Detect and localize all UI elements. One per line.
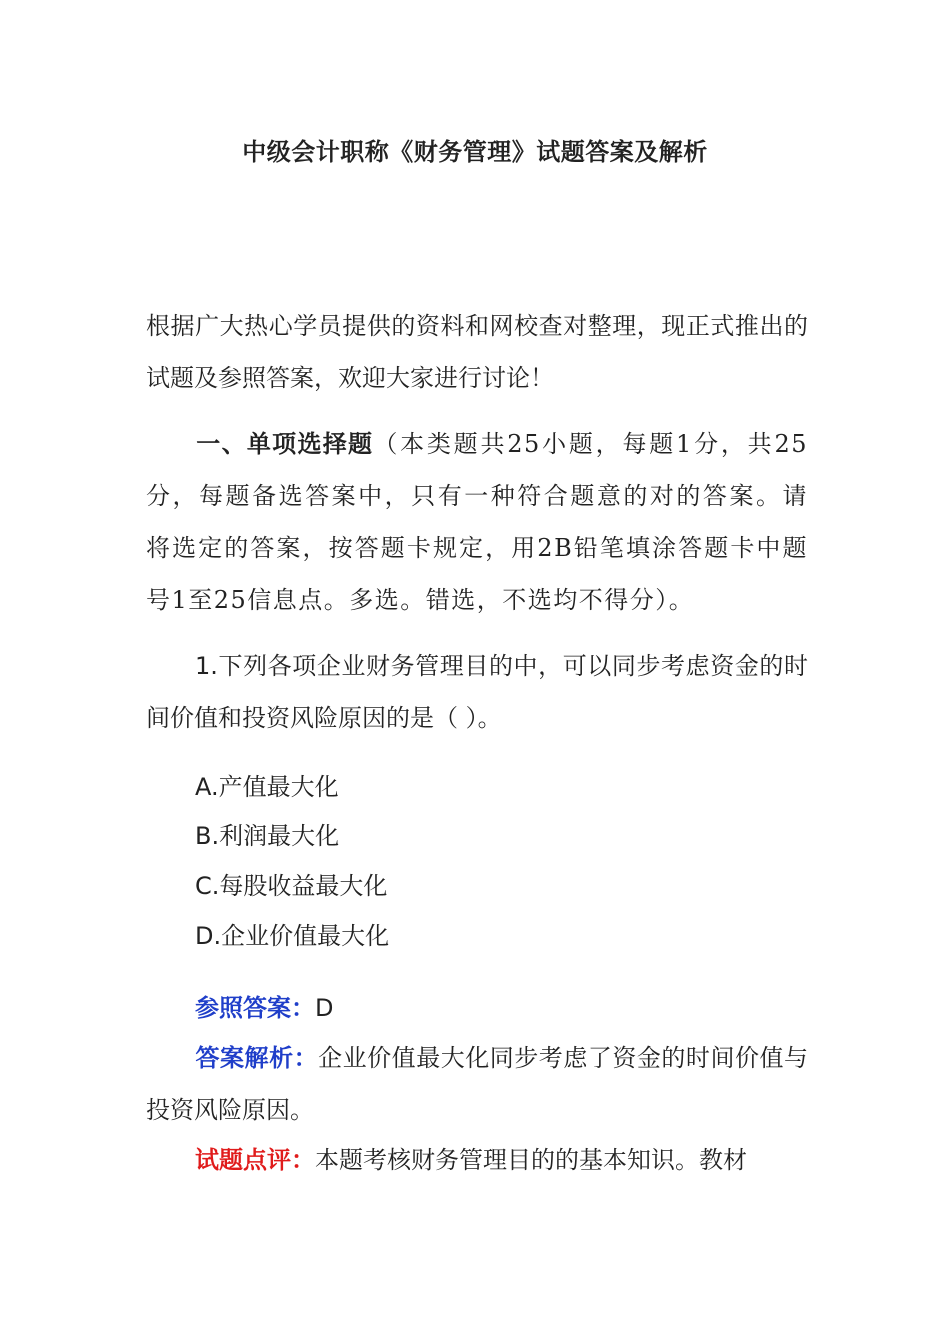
intro-text: 根据广大热心学员提供的资料和网校查对整理，现正式推出的试题及参照答案，欢迎大家进行讨论！ [146, 312, 808, 392]
analysis-label: 答案解析： [195, 1044, 319, 1072]
option-c: C.每股收益最大化 [195, 872, 388, 900]
question-paragraph [146, 640, 808, 744]
option-d: D.企业价值最大化 [195, 922, 390, 950]
answer-label: 参照答案： [195, 994, 315, 1022]
section-instructions: （本类题共25小题，每题1分，共25分，每题备选答案中，只有一种符合题意的对的答案。请将选定的答案，按答题卡规定，用2B铅笔填涂答题卡中题号1至25信息点。多选。错选，不选均不得分）。 [146, 430, 808, 614]
comment-text: 本题考核财务管理目的的基本知识。教材 [315, 1146, 747, 1174]
section-heading: 一、单项选择题 [195, 430, 374, 458]
document-title: 中级会计职称《财务管理》试题答案及解析 [242, 138, 708, 166]
comment-label: 试题点评： [195, 1146, 315, 1174]
question-text: 1.下列各项企业财务管理目的中，可以同步考虑资金的时间价值和投资风险原因的是（ ）。 [146, 652, 808, 732]
comment-paragraph [146, 1134, 808, 1186]
option-a: A.产值最大化 [195, 773, 339, 801]
analysis-text: 企业价值最大化同步考虑了资金的时间价值与投资风险原因。 [146, 1044, 809, 1124]
section-paragraph [146, 418, 808, 626]
answer-line [195, 993, 333, 1023]
answer-value: D [315, 994, 334, 1022]
option-b: B.利润最大化 [195, 822, 340, 850]
intro-paragraph [146, 300, 808, 404]
analysis-paragraph [146, 1032, 808, 1136]
